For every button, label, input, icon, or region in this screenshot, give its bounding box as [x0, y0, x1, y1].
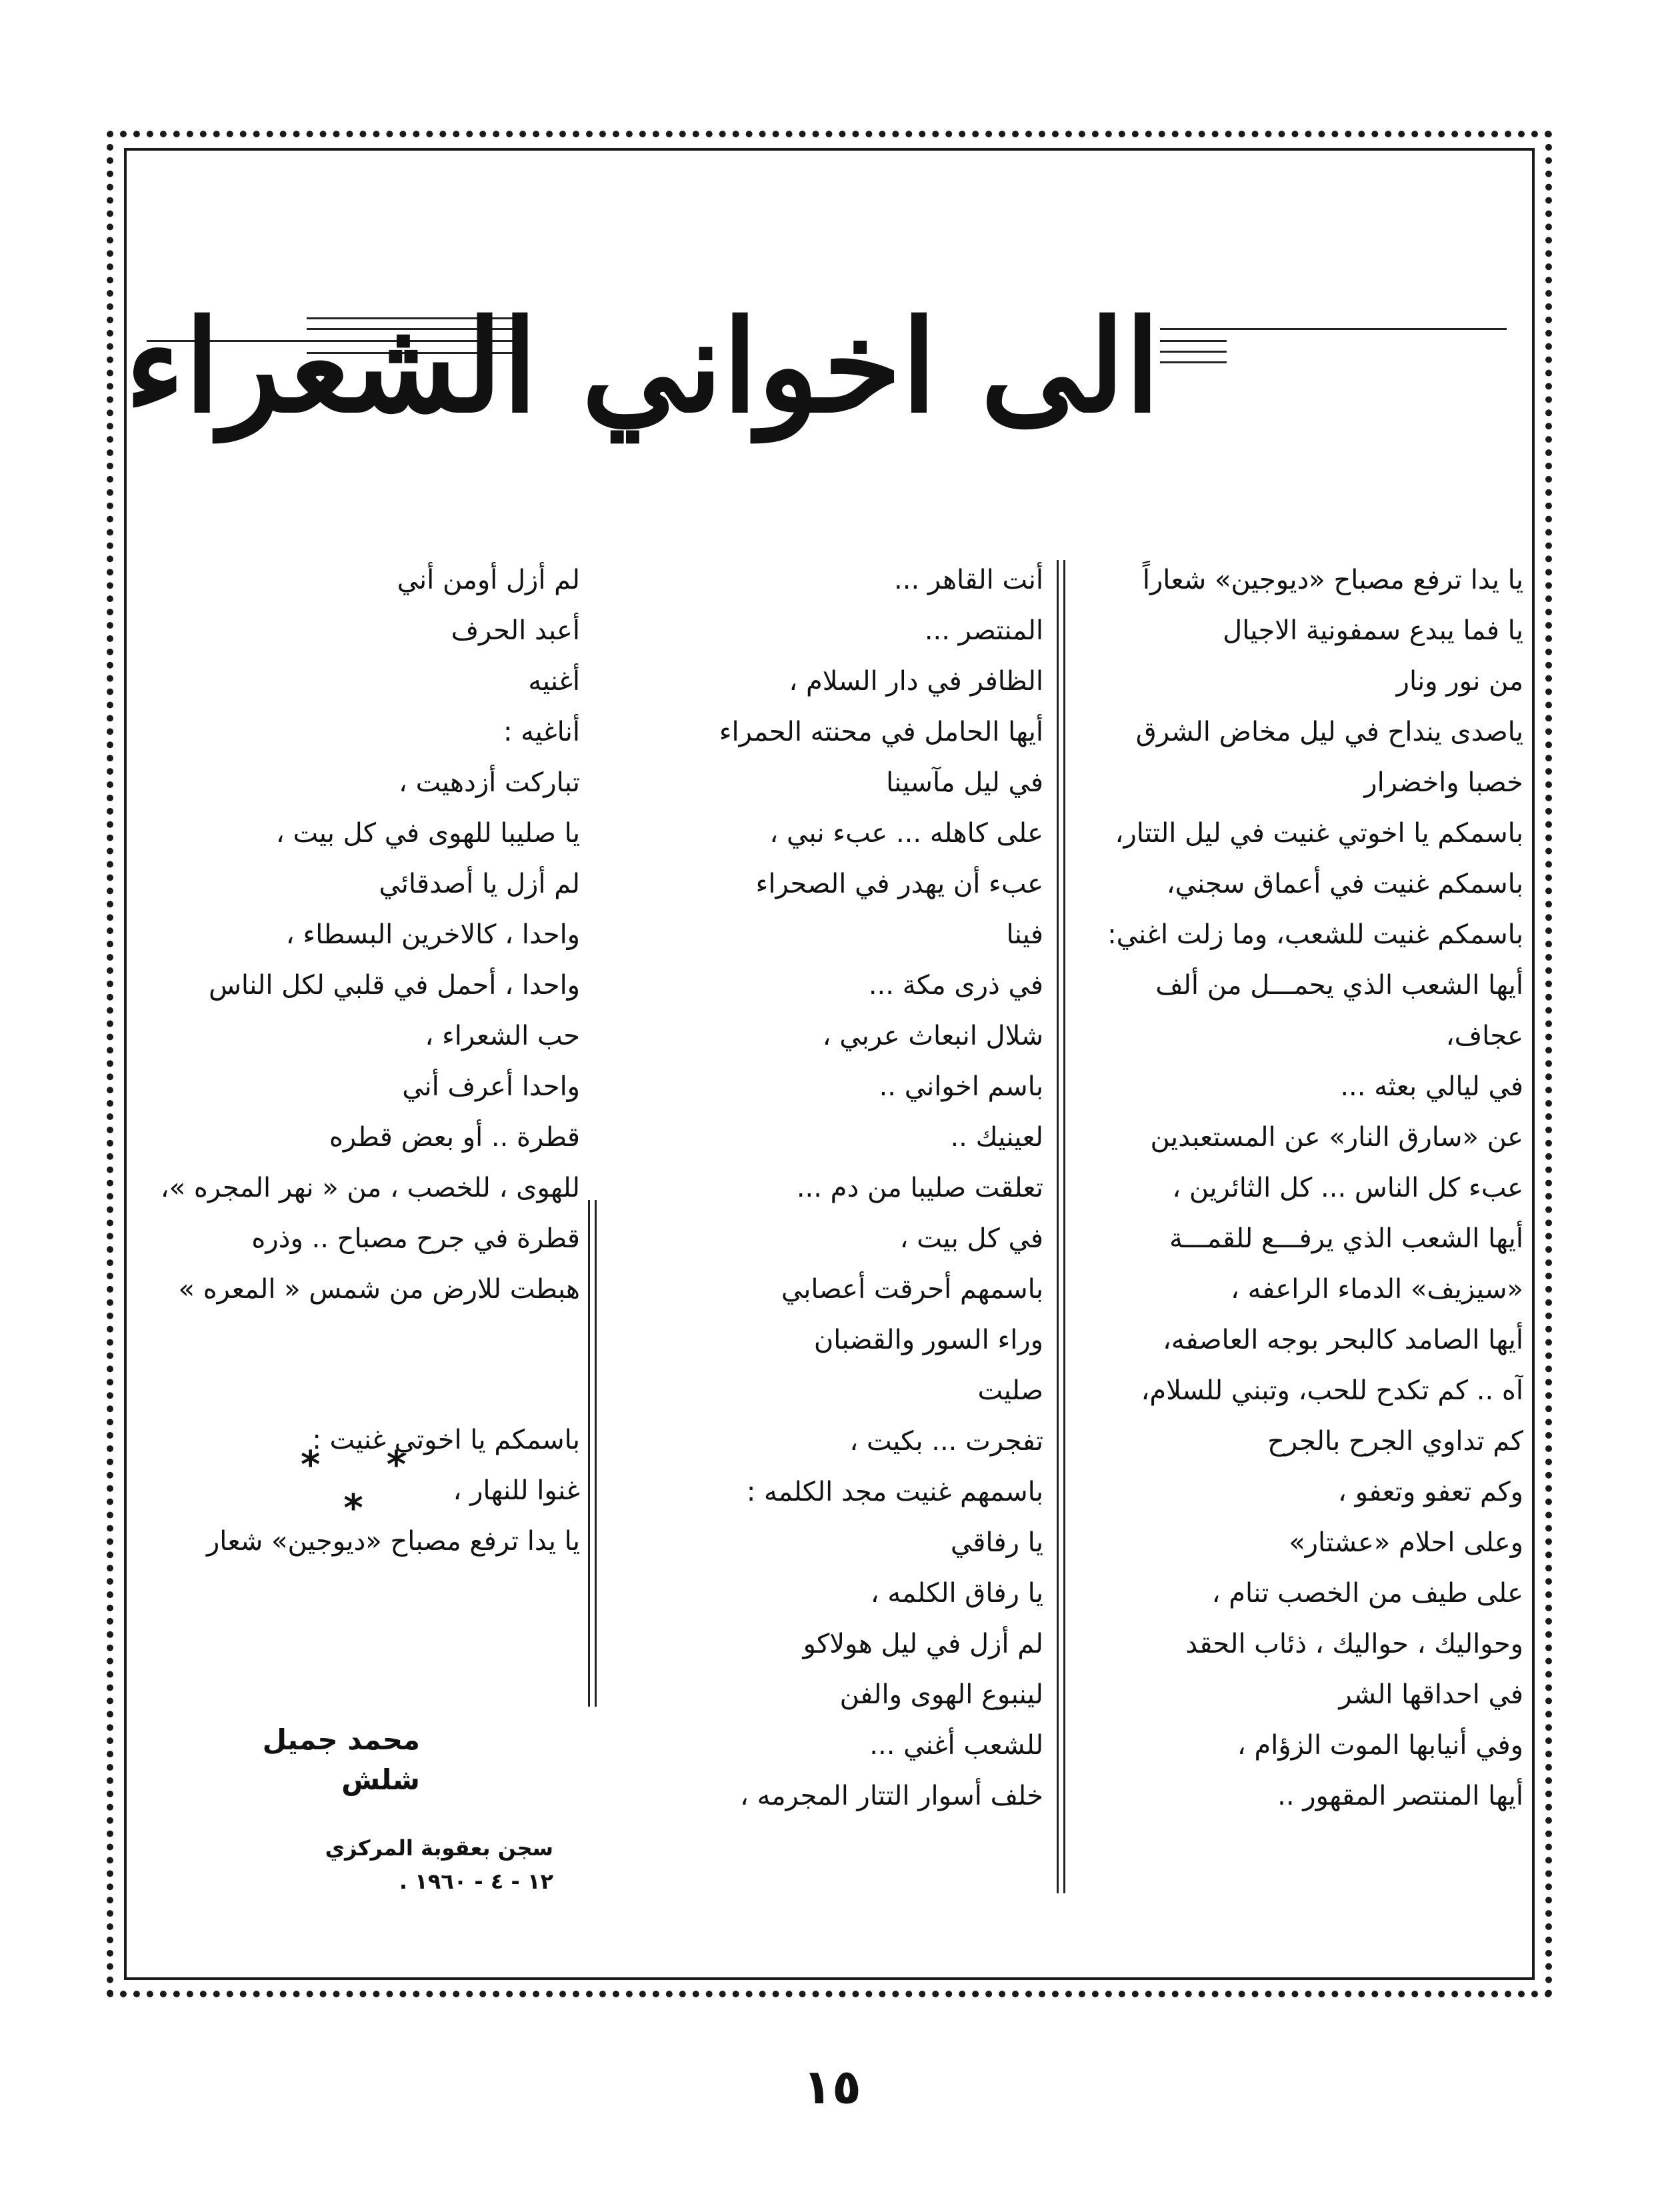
poem-line: لعينيك .. [950, 1122, 1043, 1153]
poem-line: أيها الصامد كالبحر بوجه العاصفه، [1162, 1325, 1523, 1355]
poem-line: باسمكم غنيت في أعماق سجني، [1166, 869, 1523, 899]
poem-line: أناغيه : [503, 717, 580, 747]
poem-line: يا صليبا للهوى في كل بيت ، [275, 818, 580, 849]
poem-line: للشعب أغني ... [869, 1730, 1043, 1761]
column-divider-left [588, 1200, 590, 1707]
poem-line: قطرة .. أو بعض قطره [329, 1122, 580, 1153]
title-rule-right-2 [1160, 340, 1227, 342]
poem-line: الظافر في دار السلام ، [789, 666, 1043, 697]
column-divider-right-double [1063, 560, 1065, 1893]
poem-line: وراء السور والقضبان [813, 1325, 1043, 1355]
poem-line: تباركت أزدهيت ، [398, 767, 580, 798]
poem-line: في احداقها الشر [1339, 1679, 1523, 1710]
poem-line: أنت القاهر ... [894, 565, 1043, 595]
poem-line: شلال انبعاث عربي ، [822, 1021, 1043, 1051]
poem-line: أيها الشعب الذي يرفـــع للقمـــة [1169, 1223, 1523, 1254]
poem-line: «سيزيف» الدماء الراعفه ، [1231, 1274, 1523, 1305]
poem-line: عن «سارق النار» عن المستعبدين [1150, 1122, 1523, 1153]
poem-line: وعلى احلام «عشتار» [1289, 1527, 1523, 1558]
poem-line: على طيف من الخصب تنام ، [1211, 1578, 1523, 1609]
title-rule-right-4 [1160, 361, 1227, 363]
poem-line: تفجرت ... بكيت ، [849, 1426, 1043, 1457]
poem-line: يا رفاق الكلمه ، [870, 1578, 1043, 1609]
title-rule-right-1 [1160, 328, 1507, 330]
poem-line: يا رفاقي [950, 1527, 1043, 1558]
author-name: محمد جميل شلش [262, 1723, 420, 1796]
poem-line: لينبوع الهوى والفن [839, 1679, 1043, 1710]
poem-line: خلف أسوار التتار المجرمه ، [740, 1781, 1043, 1811]
poem-line: وحواليك ، حواليك ، ذئاب الحقد [1185, 1629, 1523, 1659]
poem-line: ياصدى ينداح في ليل مخاض الشرق [1135, 717, 1523, 747]
writing-place: سجن بعقوبة المركزي [325, 1835, 553, 1861]
page-number: ١٥ [803, 2059, 861, 2115]
poem-line: باسمهم أحرقت أعصابي [781, 1274, 1043, 1305]
poem-line: عبء كل الناس ... كل الثائرين ، [1172, 1173, 1523, 1203]
poem-line: باسمكم يا اخوتي غنيت في ليل التتار، [1115, 818, 1523, 849]
poem-line: في كل بيت ، [899, 1223, 1043, 1254]
column-divider-left-double [595, 1200, 597, 1707]
poem-line: كم تداوي الجرح بالجرح [1267, 1426, 1523, 1457]
poem-line: صليت [977, 1375, 1043, 1406]
poem-column-right [1070, 555, 1523, 1821]
poem-line: باسمكم يا اخوتي غنيت : [312, 1425, 580, 1455]
poem-line: واحدا أعرف أني [402, 1071, 580, 1102]
poem-line: غنوا للنهار ، [453, 1475, 580, 1506]
poem-line: أيها الحامل في محنته الحمراء [719, 717, 1043, 747]
poem-line: واحدا ، كالاخرين البسطاء ، [285, 919, 580, 950]
column-divider-right [1057, 560, 1059, 1893]
poem-line: أيها المنتصر المقهور .. [1277, 1781, 1523, 1811]
poem-line: باسمكم غنيت للشعب، وما زلت اغني: [1107, 919, 1523, 950]
poem-line: خصبا واخضرار [1364, 767, 1523, 798]
poem-line: أغنيه [528, 666, 580, 697]
poem-line: باسمهم غنيت مجد الكلمه : [746, 1477, 1043, 1507]
poem-line: لم أزل يا أصدقائي [379, 869, 580, 899]
poem-line: آه .. كم تكدح للحب، وتبني للسلام، [1141, 1375, 1523, 1406]
poem-line: فينا [1006, 919, 1043, 950]
poem-line: في ليالي بعثه ... [1340, 1071, 1523, 1102]
poem-line: المنتصر ... [924, 615, 1043, 646]
writing-date: ١٢ - ٤ - ١٩٦٠ . [399, 1869, 553, 1894]
poem-line: على كاهله ... عبء نبي ، [769, 818, 1043, 849]
poem-line: في ليل مآسينا [886, 767, 1043, 798]
poem-line: واحدا ، أحمل في قلبي لكل الناس [209, 970, 580, 1001]
poem-line: في ذرى مكة ... [868, 970, 1043, 1001]
poem-line: تعلقت صليبا من دم ... [796, 1173, 1043, 1203]
poem-line: عبء أن يهدر في الصحراء [755, 869, 1043, 899]
title-rule-right-3 [1160, 351, 1227, 353]
poem-line: وفي أنيابها الموت الزؤام ، [1237, 1730, 1523, 1761]
poem-line: يا يدا ترفع مصباح «ديوجين» شعاراً [1142, 565, 1523, 595]
stanza-separator-stars: * * * [300, 1443, 433, 1530]
poem-line: قطرة في جرح مصباح .. وذره [251, 1223, 580, 1254]
poem-line: عجاف، [1445, 1021, 1523, 1051]
poem-line: لم أزل أومن أني [397, 565, 580, 595]
poem-column-middle [603, 555, 1043, 1821]
poem-line: أيها الشعب الذي يحمـــل من ألف [1155, 970, 1523, 1001]
poem-line: أعبد الحرف [451, 615, 580, 646]
poem-title: الى اخواني الشعراء [125, 292, 1160, 441]
poem-line: وكم تعفو وتعفو ، [1337, 1477, 1523, 1507]
poem-line: لم أزل في ليل هولاكو [803, 1629, 1043, 1659]
poem-line: باسم اخواني .. [879, 1071, 1043, 1102]
poem-line: يا يدا ترفع مصباح «ديوجين» شعار [206, 1526, 580, 1557]
stanza-gap [147, 1315, 580, 1388]
poem-column-left [147, 555, 580, 1567]
poem-line: هبطت للارض من شمس « المعره » [178, 1274, 580, 1305]
poem-line: حب الشعراء ، [425, 1021, 580, 1051]
poem-line: يا فما يبدع سمفونية الاجيال [1223, 615, 1523, 646]
poem-line: للهوى ، للخصب ، من « نهر المجره »، [160, 1173, 580, 1203]
stanza-gap [147, 1388, 580, 1415]
poem-line: من نور ونار [1396, 666, 1523, 697]
